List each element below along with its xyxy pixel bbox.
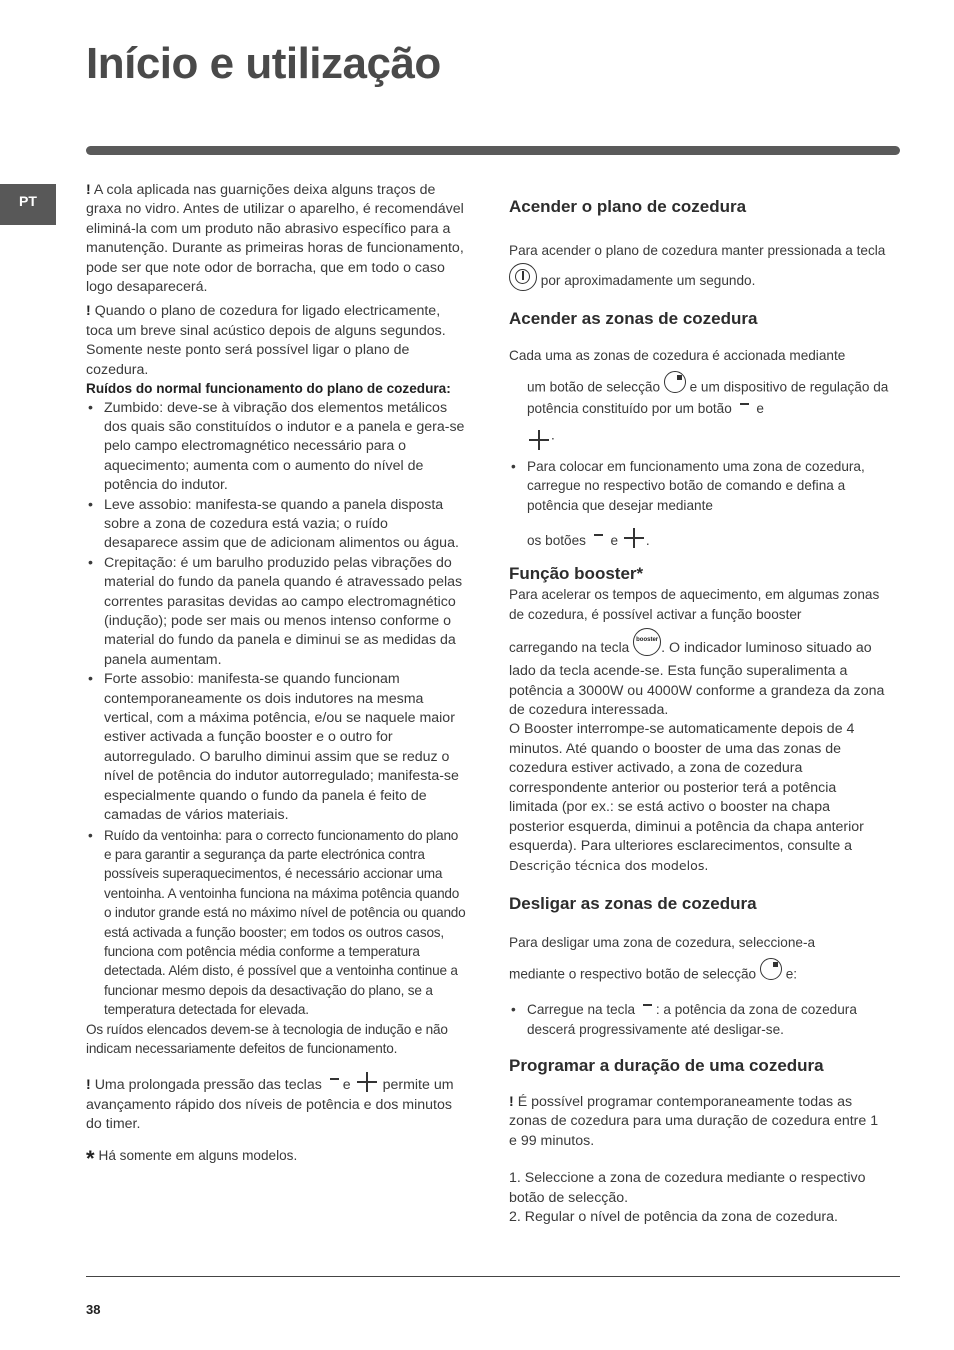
footer-rule xyxy=(86,1276,900,1277)
header-rule xyxy=(86,146,900,155)
zones-on-detail xyxy=(509,377,889,452)
selector-knob-icon xyxy=(664,371,686,393)
footnote-text: Há somente em alguns modelos. xyxy=(98,1148,298,1164)
note-power-on xyxy=(86,302,466,380)
zones-off-intro: Para desligar uma zona de cozedura, seleccione-a xyxy=(509,934,816,950)
bullet-icon: • xyxy=(88,554,93,571)
section-heading-timer: Programar a duração de uma cozedura xyxy=(509,1055,824,1075)
warning-mark: ! xyxy=(86,182,91,198)
zones-off-bullet-text-b: : a potência da zona de cozedura descerá progressivamente até desligar-se. xyxy=(527,1002,857,1037)
note-fast-advance-text-b: permite um avançamento rápido dos níveis de potência e dos minutos do timer. xyxy=(86,1077,454,1132)
minus-icon xyxy=(594,534,603,536)
period-text: . xyxy=(645,533,650,549)
list-item xyxy=(86,670,466,825)
conjunction-text: e xyxy=(610,533,619,549)
timer-note xyxy=(509,1093,889,1151)
minus-icon xyxy=(740,403,749,405)
conjunction-text: e xyxy=(342,1077,351,1094)
bullet-icon: • xyxy=(88,496,93,513)
booster-icon: booster xyxy=(633,628,661,656)
booster-text-a: carregando na tecla xyxy=(509,640,630,655)
conjunction-text: e xyxy=(756,401,764,417)
timer-step-1: 1. Seleccione a zona de cozedura mediante o respectivo botão de selecção. xyxy=(509,1170,866,1206)
booster-intro: Para acelerar os tempos de aquecimento, em algumas zonas de cozedura, é possível activar a função booster xyxy=(509,587,880,622)
list-item xyxy=(509,1000,889,1039)
warning-mark: ! xyxy=(509,1093,514,1110)
note-fast-advance xyxy=(86,1075,466,1134)
booster-limit-text: O Booster interrompe-se automaticamente depois de 4 minutos. Até quando o booster de uma das zonas de cozedura estiver activado, a zona de cozedura correspondente anterior ou posterior terá a potência limitada (por ex.: se está activo o booster na chapa posterior esquerda, diminui a potência da chapa anterior esquerda). Para ulteriores esclarecimentos, consulte a xyxy=(509,721,864,854)
zones-on-bullet-text-b: os botões xyxy=(527,533,586,549)
power-icon xyxy=(509,263,537,291)
noise-footer: Os ruídos elencados devem-se à tecnologia de indução e não indicam necessariamente defeitos de funcionamento. xyxy=(86,1021,448,1056)
list-item xyxy=(86,826,466,1020)
left-column xyxy=(86,181,466,1172)
timer-note-text: É possível programar contemporaneamente todas as zonas de cozedura para uma duração de cozedura entre 1 e 99 minutos. xyxy=(509,1093,879,1149)
list-item xyxy=(86,554,466,670)
noise-heading: Ruídos do normal funcionamento do plano de cozedura: xyxy=(86,381,451,397)
zones-off-detail xyxy=(509,964,889,986)
note-power-on-text: Quando o plano de cozedura for ligado electricamente, toca um breve sinal acústico depois de alguns segundos. Somente neste ponto será possível ligar o plano de cozedura. xyxy=(86,303,446,378)
page-number: 38 xyxy=(86,1302,101,1317)
asterisk-mark: * xyxy=(86,1146,95,1172)
plus-icon xyxy=(624,528,644,548)
warning-mark: ! xyxy=(86,1077,91,1094)
list-item xyxy=(509,457,889,552)
plus-icon xyxy=(357,1072,377,1092)
zones-on-detail-b: e um dispositivo de regulação da potência constituído por um botão xyxy=(527,380,889,417)
page-title: Início e utilização xyxy=(86,39,441,88)
power-on-text-a: Para acender o plano de cozedura manter pressionada a tecla xyxy=(509,243,886,258)
booster-reference: Descrição técnica dos modelos. xyxy=(509,858,709,874)
zones-on-detail-a: um botão de selecção xyxy=(527,380,661,395)
selector-knob-icon xyxy=(760,958,782,980)
note-fast-advance-text-a: Uma prolongada pressão das teclas xyxy=(94,1077,322,1094)
noise-item-text: Forte assobio: manifesta-se quando funcionam contemporaneamente os dois indutores na mesma vertical, com a máxima potência, e/ou se naquele maior estiver activada a função booster e o outro for autorregulado. O barulho diminui assim que se reduz o nível de potência do indutor autorregulado; manifesta-se especialmente quando o fundo da panela é feito de camadas de vários materiais. xyxy=(104,671,459,824)
bullet-icon: • xyxy=(88,671,93,688)
booster-text-b: . O indicador luminoso situado ao lado da tecla acende-se. Esta função superalimenta a potência a 3000W ou 4000W conforme a grandeza da zona de cozedura interessada. xyxy=(509,640,885,719)
noise-item-text: Leve assobio: manifesta-se quando a panela disposta sobre a zona de cozedura está vazia; o ruído desaparece assim que de adicionam alimentos ou água. xyxy=(104,496,459,552)
power-on-text-b: por aproximadamente um segundo. xyxy=(540,273,756,288)
section-heading-booster: Função booster* xyxy=(509,564,644,584)
section-heading-zones-on: Acender as zonas de cozedura xyxy=(509,309,758,328)
period-text: . xyxy=(551,427,555,443)
list-item xyxy=(86,399,466,496)
minus-icon xyxy=(643,1004,652,1006)
footnote xyxy=(86,1146,466,1172)
booster-detail xyxy=(509,634,889,720)
zones-on-bullet-text: Para colocar em funcionamento uma zona de cozedura, carregue no respectivo botão de comando e defina a potência que desejar mediante xyxy=(527,458,865,513)
bullet-icon: • xyxy=(511,1002,516,1018)
warning-mark: ! xyxy=(86,303,91,320)
timer-step-2: 2. Regular o nível de potência da zona de cozedura. xyxy=(509,1208,838,1225)
zones-off-bullet-text-a: Carregue na tecla xyxy=(527,1002,636,1018)
bullet-icon: • xyxy=(511,458,516,474)
zones-off-text-a: mediante o respectivo botão de selecção xyxy=(509,966,757,982)
section-heading-zones-off: Desligar as zonas de cozedura xyxy=(509,893,757,913)
noise-item-text: Ruído da ventoinha: para o correcto funcionamento do plano e para garantir a segurança da parte electrónica contra possíveis superaquecimentos, é necessário accionar uma ventoinha. A ventoinha funciona na máxima potência quando o indutor grande está no máximo nível de potência ou quando está activada a função booster; em todos os outros casos, funciona com potência média conforme a temperatura detectada. Além disto, é possível que a ventoinha continue a funcionar mesmo depois da desactivação do plano, se a temperatura detectada for elevada. xyxy=(104,827,466,1018)
note-glue xyxy=(86,181,466,297)
note-glue-text: A cola aplicada nas guarnições deixa alguns traços de graxa no vidro. Antes de utilizar o aparelho, é recomendável eliminá-la com um produto não abrasivo específico para a manutenção. Durante as primeiras horas de funcionamento, pode ser que note odor de borracha, que em todo o caso logo desaparecerá. xyxy=(86,182,464,296)
noise-item-text: Crepitação: é um barulho produzido pelas vibrações do material do fundo da panela quando é atravessado pelas correntes parasitas devidas ao campo electromagnético (indução); pode ser mais ou menos intenso conforme o material do fundo da panela e diminui se as medidas da panela aumentam. xyxy=(104,554,463,668)
bullet-icon: • xyxy=(88,399,93,416)
bullet-icon: • xyxy=(88,827,93,843)
right-column xyxy=(509,196,889,1227)
list-item xyxy=(86,496,466,554)
booster-limit xyxy=(509,720,889,876)
noise-item-text: Zumbido: deve-se à vibração dos elementos metálicos dos quais são constituídos o indutor e a panela e gera-se pelo campo electromagnético necessário para o aquecimento; aumenta com o aumento do nível de potência do indutor. xyxy=(104,399,465,494)
zones-on-intro: Cada uma as zonas de cozedura é accionada mediante xyxy=(509,348,846,363)
zones-off-text-b: e: xyxy=(785,966,798,982)
power-on-text xyxy=(509,236,889,296)
language-tab: PT xyxy=(0,184,56,225)
plus-icon xyxy=(529,430,549,450)
section-heading-power-on: Acender o plano de cozedura xyxy=(509,197,747,216)
minus-icon xyxy=(330,1078,339,1080)
